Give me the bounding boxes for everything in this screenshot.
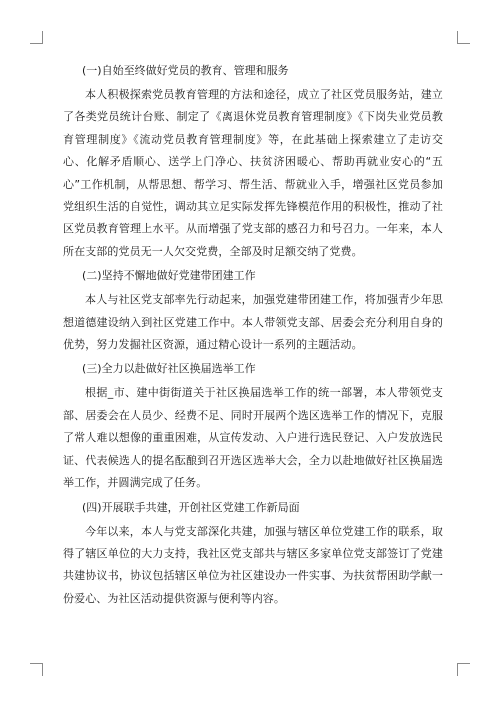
section-paragraph-4: 今年以来，本人与党支部深化共建，加强与辖区单位党建工作的联系，取得了辖区单位的大力支持，我社区党支部共与辖区多家单位党支部签订了党建共建协议书，协议包括辖区单位为社区建设办一件实事、为扶贫帮困助学献一份爱心、为社区活动提供资源与便利等内容。 [63,524,443,605]
document-body [63,60,443,612]
section-paragraph-1: 本人积极探索党员教育管理的方法和途径，成立了社区党员服务站，建立了各类党员统计台账、制定了《离退休党员教育管理制度》《下岗失业党员教育管理制度》《流动党员教育管理制度》等，在此基础上探索建立了走访交心、化解矛盾顺心、送学上门净心、扶贫济困暖心、帮助再就业安心的“五心”工作机制，从帮思想、帮学习、帮生活、帮就业入手，增强社区党员参加党组织生活的自觉性，调动其立足实际发挥先锋模范作用的积极性，推动了社区党员教育管理上水平。从而增强了党支部的感召力和号召力。一年来，本人所在支部的党员无一人欠交党费，全部及时足额交纳了党费。 [63,88,443,258]
section-heading-2: (二)坚持不懈地做好党建带团建工作 [82,269,256,283]
section-heading-4: (四)开展联手共建，开创社区党建工作新局面 [82,500,300,514]
section-paragraph-3: 根据_市、建中街街道关于社区换届选举工作的统一部署，本人带领党支部、居委会在人员少、经费不足、同时开展两个选区选举工作的情况下，克服了常人难以想像的重重困难，从宣传发动、入户进行选民登记、入户发放选民证、代表候选人的提名酝酿到召开选区选举大会，全力以赴地做好社区换届选举工作，并圆满完成了任务。 [63,386,443,490]
section-heading-1: (一)自始至终做好党员的教育、管理和服务 [82,64,289,77]
crop-mark-top-left [30,31,43,44]
crop-mark-top-right [457,31,470,44]
crop-mark-bottom-left [30,663,43,676]
section-paragraph-2: 本人与社区党支部率先行动起来，加强党建带团建工作，将加强青少年思想道德建设纳入到社区党建工作中。本人带领党支部、居委会充分利用自身的优势，努力发掘社区资源，通过精心设计一系列的主题活动。 [63,293,443,352]
section-heading-3: (三)全力以赴做好社区换届选举工作 [82,362,256,376]
crop-mark-bottom-right [457,663,470,676]
